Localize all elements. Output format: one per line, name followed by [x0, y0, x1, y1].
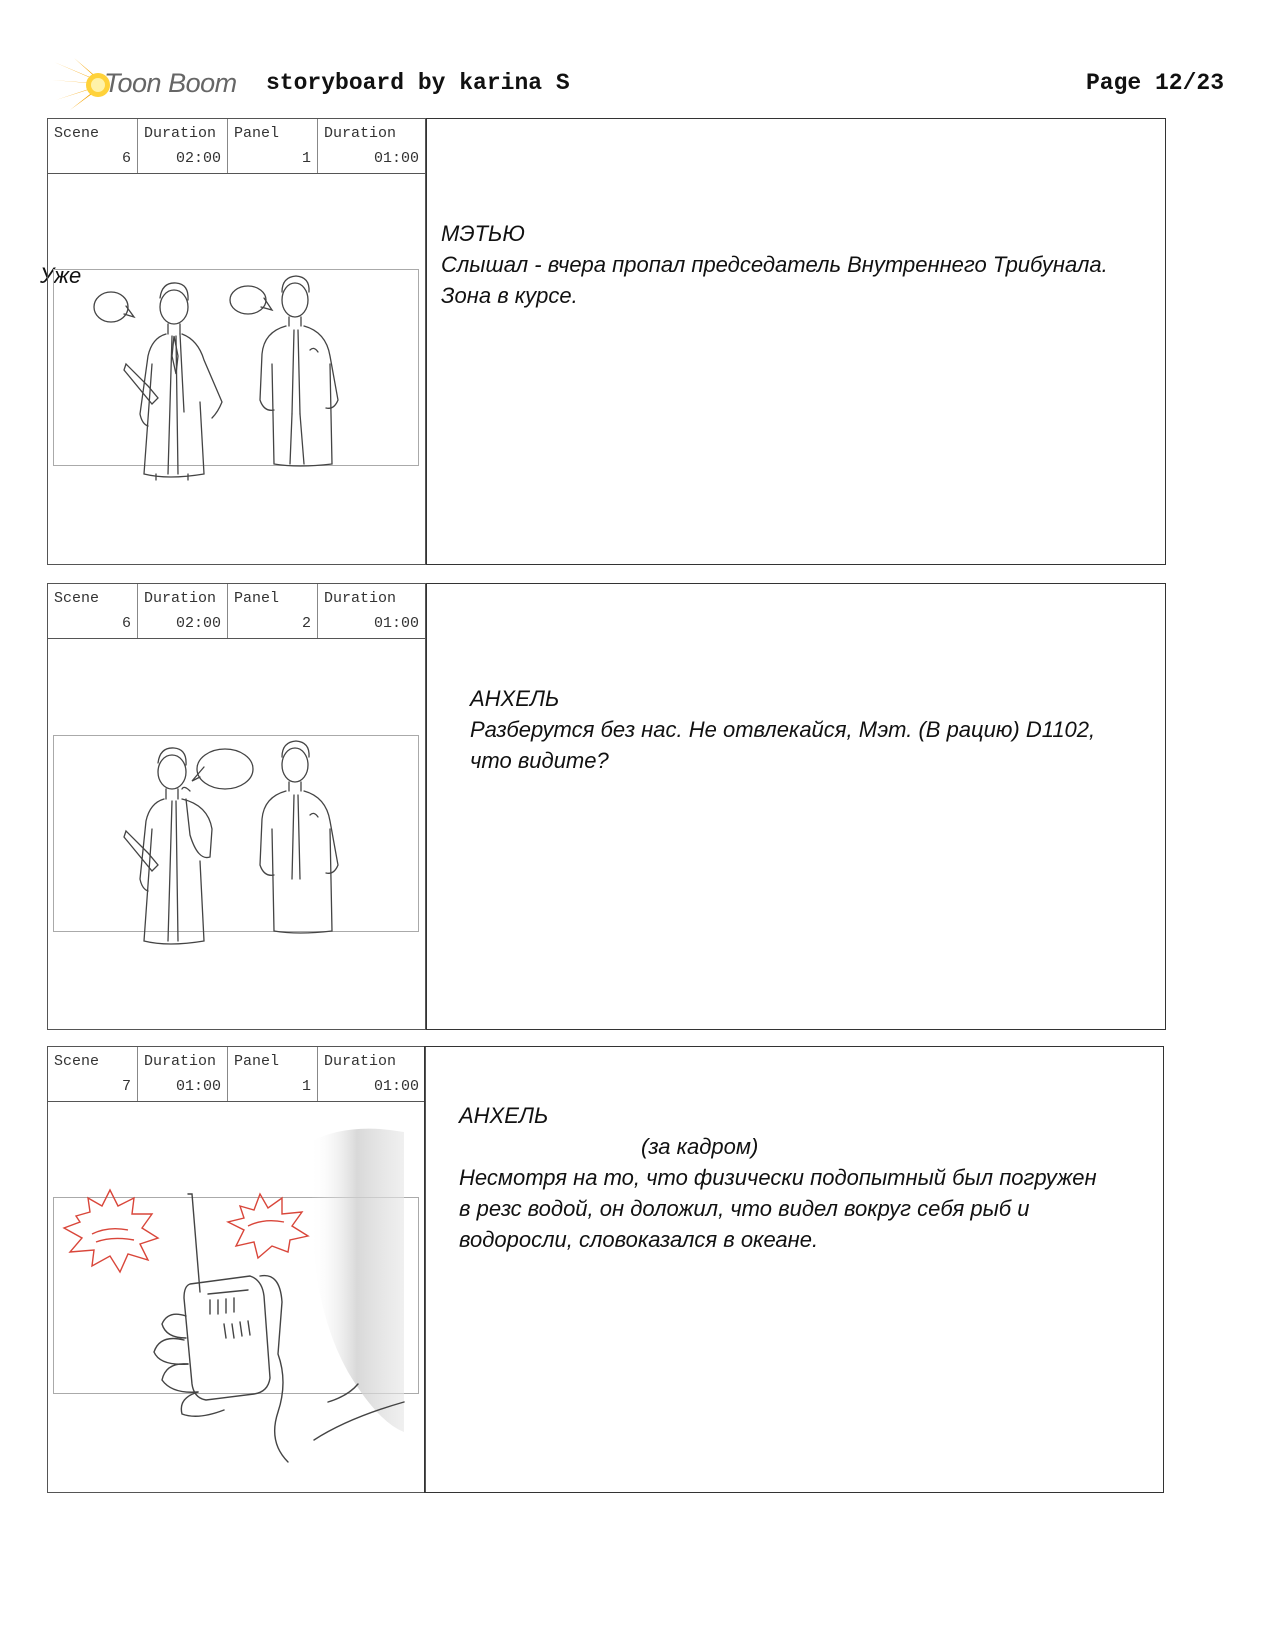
dialogue-line: Несмотря на то, что физически подопытный был погружен: [459, 1165, 1097, 1190]
character-name: МЭТЬЮ: [441, 221, 525, 246]
panel-duration: 01:00: [373, 615, 419, 632]
panel-duration-cell: [318, 1047, 425, 1101]
panel-1-thumbnail: [47, 118, 426, 565]
panel-info-row: [48, 119, 425, 174]
panel-cell: [228, 1047, 318, 1101]
panel-info-row: [48, 584, 425, 639]
duration-label: Duration: [144, 125, 217, 142]
panel-number: 2: [301, 615, 311, 632]
scene-number: 7: [121, 1078, 131, 1095]
panel-info-row: [48, 1047, 425, 1102]
character-name: АНХЕЛЬ: [459, 1103, 549, 1128]
panel-duration-cell: [318, 119, 425, 173]
dialogue-line: водоросли, словоказался в океане.: [459, 1227, 819, 1252]
panel-2-dialogue-box: [426, 583, 1166, 1030]
scene-cell: [48, 1047, 138, 1101]
panel-3-sketch: [48, 1102, 425, 1492]
duration-label: Duration: [144, 590, 217, 607]
duration-label: Duration: [144, 1053, 217, 1070]
dialogue-line: Разберутся без нас. Не отвлекайся, Мэт. (В рацию) D1102,: [470, 717, 1096, 742]
parenthetical: (за кадром): [641, 1134, 759, 1159]
document-title: storyboard by karina S: [266, 70, 570, 96]
scene-duration: 02:00: [175, 150, 221, 167]
panel-3-dialogue: [459, 1100, 1097, 1255]
page-number: Page 12/23: [1085, 70, 1224, 96]
duration-label: Duration: [324, 1053, 397, 1070]
scene-label: Scene: [54, 125, 100, 142]
panel-cell: [228, 119, 318, 173]
duration-label: Duration: [324, 125, 397, 142]
sun-burst-icon: [52, 56, 112, 114]
dialogue-line: Слышал - вчера пропал председатель Внутреннего Трибунала.: [441, 252, 1108, 277]
panel-label: Panel: [234, 590, 280, 607]
scene-cell: [48, 119, 138, 173]
scene-cell: [48, 584, 138, 638]
panel-2-sketch: [48, 639, 425, 1029]
panel-number: 1: [301, 150, 311, 167]
scene-duration-cell: [138, 584, 228, 638]
panel-duration: 01:00: [373, 150, 419, 167]
panel-1-dialogue-box: [426, 118, 1166, 565]
panel-label: Panel: [234, 1053, 280, 1070]
logo-text: Toon Boom: [104, 68, 237, 98]
panel-1-dialogue: [441, 218, 1108, 311]
scene-label: Scene: [54, 590, 100, 607]
dialogue-line: Зона в курсе.: [441, 283, 578, 308]
character-name: АНХЕЛЬ: [470, 686, 560, 711]
panel-1-sketch: [48, 174, 425, 564]
dialogue-line: в резс водой, он доложил, что видел вокруг себя рыб и: [459, 1196, 1030, 1221]
panel-duration: 01:00: [373, 1078, 419, 1095]
toon-boom-logo: [52, 56, 252, 114]
panel-2-dialogue: [470, 683, 1095, 776]
panel-3-dialogue-box: [424, 1046, 1164, 1493]
duration-label: Duration: [324, 590, 397, 607]
scene-duration: 01:00: [175, 1078, 221, 1095]
scene-label: Scene: [54, 1053, 100, 1070]
panel-2-thumbnail: [47, 583, 426, 1030]
scene-number: 6: [121, 615, 131, 632]
stray-text: Уже: [40, 263, 82, 288]
scene-duration: 02:00: [175, 615, 221, 632]
scene-duration-cell: [138, 119, 228, 173]
panel-3-thumbnail: [47, 1046, 426, 1493]
panel-cell: [228, 584, 318, 638]
scene-duration-cell: [138, 1047, 228, 1101]
panel-number: 1: [301, 1078, 311, 1095]
panel-duration-cell: [318, 584, 425, 638]
page-header: [52, 56, 1224, 116]
panel-label: Panel: [234, 125, 280, 142]
scene-number: 6: [121, 150, 131, 167]
dialogue-line: что видите?: [470, 748, 609, 773]
